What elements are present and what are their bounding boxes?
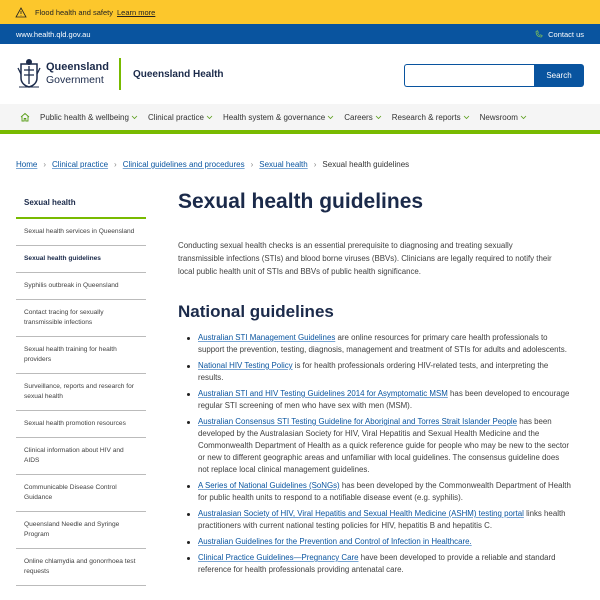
list-item xyxy=(186,536,572,548)
nav-accent-bar xyxy=(0,130,600,134)
chevron-down-icon xyxy=(206,115,213,120)
chevron-down-icon xyxy=(375,115,382,120)
site-name[interactable]: Queensland Health xyxy=(132,68,224,80)
item-description: have been developed to provide a reliable and standard reference for health professionals providing antenatal care. xyxy=(198,553,556,574)
warning-icon xyxy=(15,7,27,18)
guideline-link[interactable]: Australian Guidelines for the Prevention and Control of Infection in Healthcare. xyxy=(198,537,472,546)
guideline-link[interactable]: National HIV Testing Policy xyxy=(198,361,293,370)
nav-label: Health system & governance xyxy=(222,112,326,122)
sidebar-item[interactable]: Syphilis outbreak in Queensland xyxy=(16,273,146,300)
gov-line1: Queensland xyxy=(46,61,109,73)
item-description: is for health professionals ordering HIV-related tests, and interpreting the results. xyxy=(198,361,549,382)
nav-clinical-practice[interactable] xyxy=(148,113,213,122)
item-description: has been developed to encourage regular STI screening of men who have sex with men (MSM). xyxy=(198,389,570,410)
chevron-down-icon xyxy=(327,115,334,120)
breadcrumb-clinical-practice[interactable]: Clinical practice xyxy=(52,160,109,169)
sidebar-item[interactable]: Clinical information about HIV and AIDS xyxy=(16,438,146,475)
list-item xyxy=(186,388,572,412)
chevron-down-icon xyxy=(463,115,470,120)
chevron-right-icon: › xyxy=(43,160,47,169)
item-description: has been developed by the Commonwealth Department of Health for public health units to respond to a notifiable disease event (e.g. syphilis). xyxy=(198,481,571,502)
main-nav xyxy=(0,104,600,130)
chevron-right-icon: › xyxy=(313,160,317,169)
site-header xyxy=(0,44,600,104)
home-icon[interactable] xyxy=(20,112,30,122)
nav-label: Clinical practice xyxy=(147,112,204,122)
breadcrumb-clinical-guidelines[interactable]: Clinical guidelines and procedures xyxy=(122,160,245,169)
chevron-right-icon: › xyxy=(114,160,117,169)
coat-of-arms-icon xyxy=(16,58,42,90)
guideline-link[interactable]: Australian STI Management Guidelines xyxy=(198,333,336,342)
sidebar-item-active[interactable]: Sexual health guidelines xyxy=(16,246,146,273)
sidebar-item[interactable]: Sexual health services in Queensland xyxy=(16,219,146,246)
sidebar-title[interactable]: Sexual health xyxy=(16,188,146,219)
search-input[interactable] xyxy=(404,64,534,87)
item-description: links health practitioners with current national testing policies for HIV, hepatitis B and hepatitis C. xyxy=(198,509,566,530)
nav-label: Careers xyxy=(344,112,373,122)
nav-health-system[interactable] xyxy=(223,113,334,122)
contact-us-label: Contact us xyxy=(548,29,584,39)
alert-text: Flood health and safety xyxy=(35,7,113,17)
phone-icon xyxy=(535,30,543,38)
nav-research[interactable] xyxy=(392,113,470,122)
logo-divider xyxy=(119,58,121,90)
guideline-link[interactable]: Australian STI and HIV Testing Guidelines 2014 for Asymptomatic MSM xyxy=(198,389,448,398)
nav-label: Newsroom xyxy=(479,112,518,122)
chevron-down-icon xyxy=(131,115,138,120)
sidebar-item[interactable]: Queensland Needle and Syringe Program xyxy=(16,512,146,549)
breadcrumb xyxy=(16,160,409,169)
sidebar-nav xyxy=(16,188,146,586)
guideline-link[interactable]: A Series of National Guidelines (SoNGs) xyxy=(198,481,340,490)
section-heading: National guidelines xyxy=(178,302,334,321)
nav-label: Public health & wellbeing xyxy=(40,112,129,122)
page-title: Sexual health guidelines xyxy=(178,190,424,213)
sidebar-item[interactable]: Sexual health promotion resources xyxy=(16,411,146,438)
chevron-right-icon: › xyxy=(250,160,254,169)
sidebar-item[interactable]: Online chlamydia and gonorrhoea test requests xyxy=(16,549,146,586)
list-item xyxy=(186,508,572,532)
guideline-link[interactable]: Australian Consensus STI Testing Guideline for Aboriginal and Torres Strait Islander People xyxy=(198,417,518,426)
sidebar-item[interactable]: Sexual health training for health providers xyxy=(16,337,146,374)
item-description: has been developed by the Australasian Society for HIV, Viral Hepatitis and Sexual Health Medicine and the Commonwealth Department of Health as a quick reference guide for people who may be new to the sector or new to different geographic areas and unfamiliar with local guidelines. The consensus guideline does not replace local clinical management guidelines. xyxy=(198,417,570,474)
gov-line2: Government xyxy=(46,74,104,86)
search-button[interactable]: Search xyxy=(534,64,584,87)
sidebar-item[interactable]: Contact tracing for sexually transmissible infections xyxy=(16,300,146,337)
breadcrumb-sexual-health[interactable]: Sexual health xyxy=(259,160,308,169)
qld-government-logo[interactable] xyxy=(16,58,109,90)
item-description: are online resources for primary care health professionals to support the prevention, testing, diagnosis, management and treatment of STIs for adults and adolescents. xyxy=(198,333,567,354)
contact-us-link[interactable] xyxy=(535,30,584,39)
top-bar xyxy=(0,24,600,44)
search-form xyxy=(404,64,584,87)
nav-newsroom[interactable] xyxy=(480,113,527,122)
site-url: www.health.qld.gov.au xyxy=(16,29,91,39)
chevron-down-icon xyxy=(520,115,527,120)
list-item xyxy=(186,332,572,356)
nav-careers[interactable] xyxy=(344,113,381,122)
list-item xyxy=(186,480,572,504)
nav-public-health[interactable] xyxy=(40,113,138,122)
breadcrumb-current: Sexual health guidelines xyxy=(322,160,410,169)
guideline-link[interactable]: Australasian Society of HIV, Viral Hepatitis and Sexual Health Medicine (ASHM) testing portal xyxy=(198,509,524,518)
learn-more-link[interactable]: Learn more xyxy=(116,7,156,17)
list-item xyxy=(186,552,572,576)
breadcrumb-home[interactable]: Home xyxy=(16,160,38,169)
intro-paragraph: Conducting sexual health checks is an essential prerequisite to diagnosing and treating sexually transmissible infections (STIs) and blood borne viruses (BBVs). Clinicians are legally required to notify their local public health unit of STIs and BBVs of public health significance. xyxy=(178,241,552,276)
sidebar-item[interactable]: Communicable Disease Control Guidance xyxy=(16,475,146,512)
nav-label: Research & reports xyxy=(391,112,461,122)
main-content xyxy=(178,190,573,580)
guidelines-list xyxy=(178,332,573,576)
alert-banner xyxy=(0,0,600,24)
guideline-link[interactable]: Clinical Practice Guidelines—Pregnancy Care xyxy=(198,553,359,562)
sidebar-item[interactable]: Surveillance, reports and research for sexual health xyxy=(16,374,146,411)
list-item xyxy=(186,360,572,384)
list-item xyxy=(186,416,572,476)
